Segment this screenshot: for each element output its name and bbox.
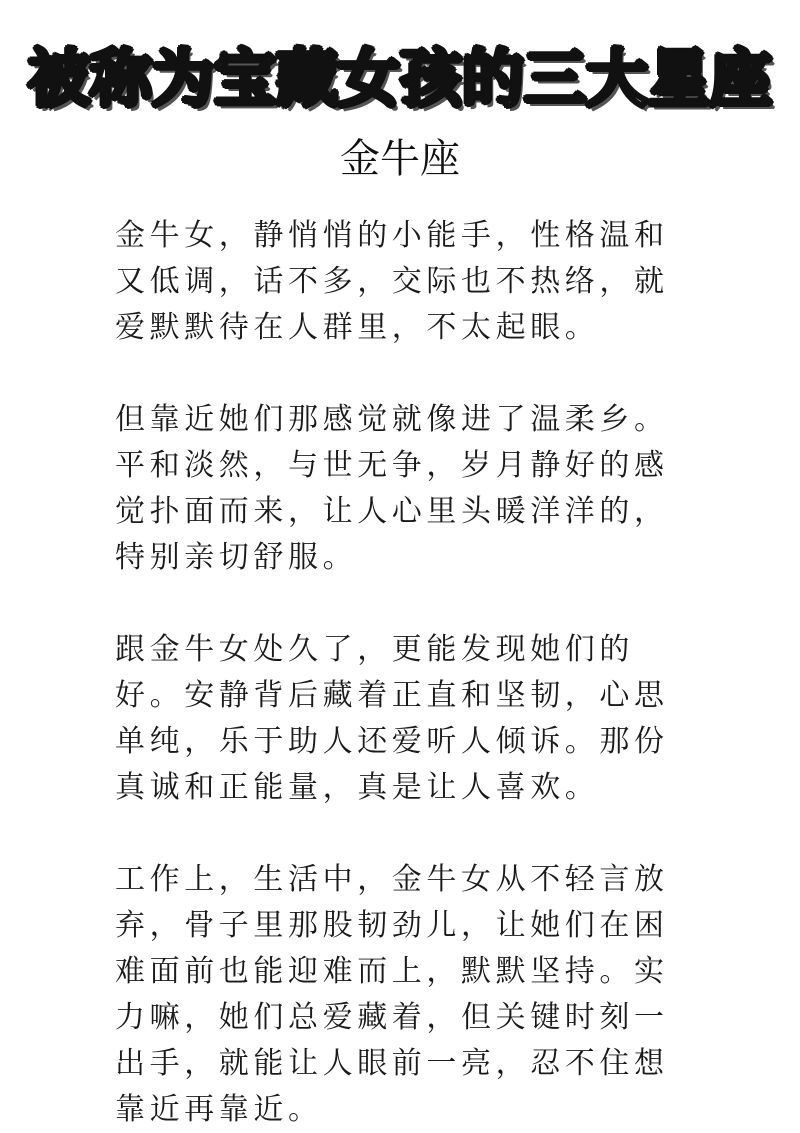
paragraph: 金牛女，静悄悄的小能手，性格温和又低调，话不多，交际也不热络，就爱默默待在人群里，不太起眼。 [115,218,669,345]
page-title: 被称为宝藏女孩的三大星座 [27,42,772,115]
paragraph: 但靠近她们那感觉就像进了温柔乡。平和淡然，与世无争，岁月静好的感觉扑面而来，让人心里头暖洋洋的，特别亲切舒服。 [115,402,669,575]
section-subtitle: 金牛座 [340,136,460,182]
paragraph: 工作上，生活中，金牛女从不轻言放弃，骨子里那股韧劲儿，让她们在困难面前也能迎难而上，默默坚持。实力嘛，她们总爱藏着，但关键时刻一出手，就能让人眼前一亮，忍不住想靠近再靠近。 [115,862,669,1127]
paragraph: 跟金牛女处久了，更能发现她们的好。安静背后藏着正直和坚韧，心思单纯，乐于助人还爱听人倾诉。那份真诚和正能量，真是让人喜欢。 [115,632,669,805]
article-body [115,213,695,1133]
